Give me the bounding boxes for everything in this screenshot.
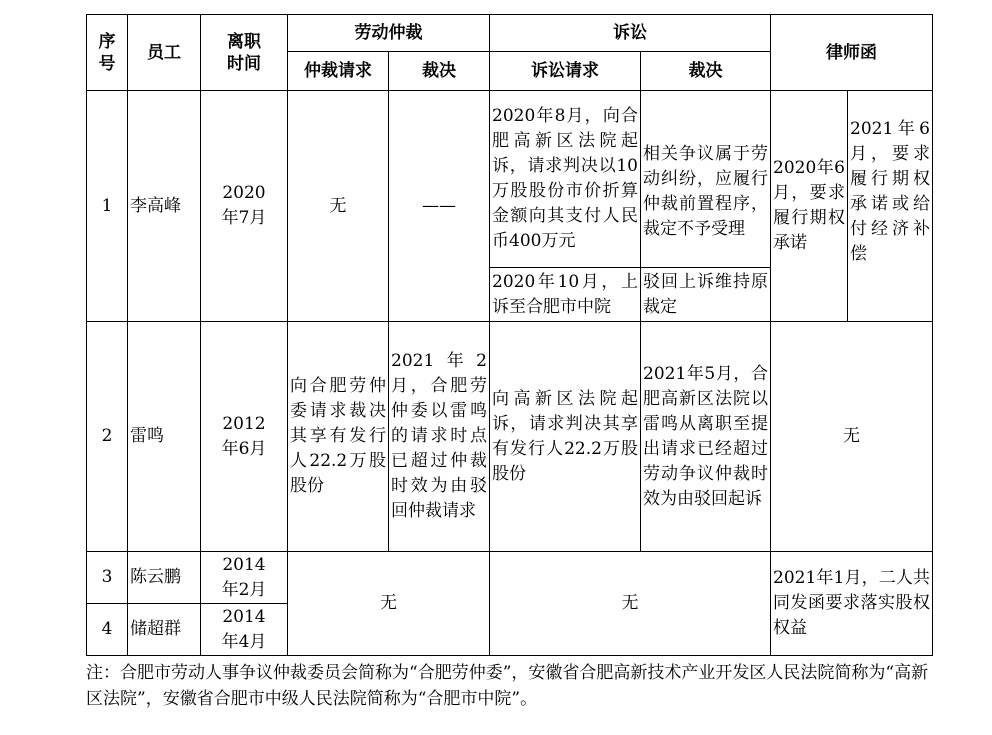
header-employee: 员工 [128,15,201,91]
table-row [87,552,933,604]
row1-lawyer-letter-1: 2020年6月，要求履行期权承诺 [771,91,848,322]
row3-no: 3 [87,552,128,604]
header-row-1 [87,15,933,52]
row3-employee: 陈云鹏 [128,552,201,604]
header-leave-time: 离职时间 [201,15,288,91]
table-row [87,322,933,552]
row1-no: 1 [87,91,128,322]
header-litigation: 诉讼 [490,15,771,52]
row2-leave-time: 2012年6月 [201,322,288,552]
rows34-arbitration: 无 [288,552,490,656]
header-arbitration-claim: 仲裁请求 [288,52,389,91]
row1-employee: 李高峰 [128,91,201,322]
rows34-litigation: 无 [490,552,771,656]
row2-arbitration-claim: 向合肥劳仲委请求裁决其享有发行人22.2万股股份 [288,322,389,552]
disputes-table [86,14,933,656]
row1-litigation-ruling-2: 驳回上诉维持原裁定 [641,268,771,322]
header-arbitration: 劳动仲裁 [288,15,490,52]
row1-lawyer-letter-2: 2021年6月，要求履行期权承诺或给付经济补偿 [848,91,933,322]
row2-no: 2 [87,322,128,552]
rows34-lawyer-letter: 2021年1月，二人共同发函要求落实股权权益 [771,552,933,656]
row1-arbitration-ruling: —— [389,91,490,322]
header-arbitration-ruling: 裁决 [389,52,490,91]
row1-litigation-claim-1: 2020年8月，向合肥高新区法院起诉，请求判决以10万股股份市价折算金额向其支付人民币400万元 [490,91,641,268]
row2-lawyer-letter: 无 [771,322,933,552]
row1-arbitration-claim: 无 [288,91,389,322]
row2-litigation-claim: 向高新区法院起诉，请求判决其享有发行人22.2万股股份 [490,322,641,552]
row4-leave-time: 2014年4月 [201,604,288,656]
row1-litigation-ruling-1: 相关争议属于劳动纠纷，应履行仲裁前置程序，裁定不予受理 [641,91,771,268]
header-lawyer-letter: 律师函 [771,15,933,91]
header-no: 序号 [87,15,128,91]
row2-litigation-ruling: 2021年5月，合肥高新区法院以雷鸣从离职至提出请求已经超过劳动争议仲裁时效为由驳回起诉 [641,322,771,552]
row2-employee: 雷鸣 [128,322,201,552]
document-page [86,14,932,712]
row2-arbitration-ruling: 2021年2月，合肥劳仲委以雷鸣的请求时点已超过仲裁时效为由驳回仲裁请求 [389,322,490,552]
row4-employee: 储超群 [128,604,201,656]
row3-leave-time: 2014年2月 [201,552,288,604]
row1-leave-time: 2020年7月 [201,91,288,322]
header-litigation-claim: 诉讼请求 [490,52,641,91]
row1-litigation-claim-2: 2020年10月，上诉至合肥市中院 [490,268,641,322]
footnote: 注：合肥市劳动人事争议仲裁委员会简称为“合肥劳仲委”，安徽省合肥高新技术产业开发区人民法院简称为“高新区法院”，安徽省合肥市中级人民法院简称为“合肥市中院”。 [86,663,929,709]
table-row [87,91,933,268]
header-litigation-ruling: 裁决 [641,52,771,91]
row4-no: 4 [87,604,128,656]
